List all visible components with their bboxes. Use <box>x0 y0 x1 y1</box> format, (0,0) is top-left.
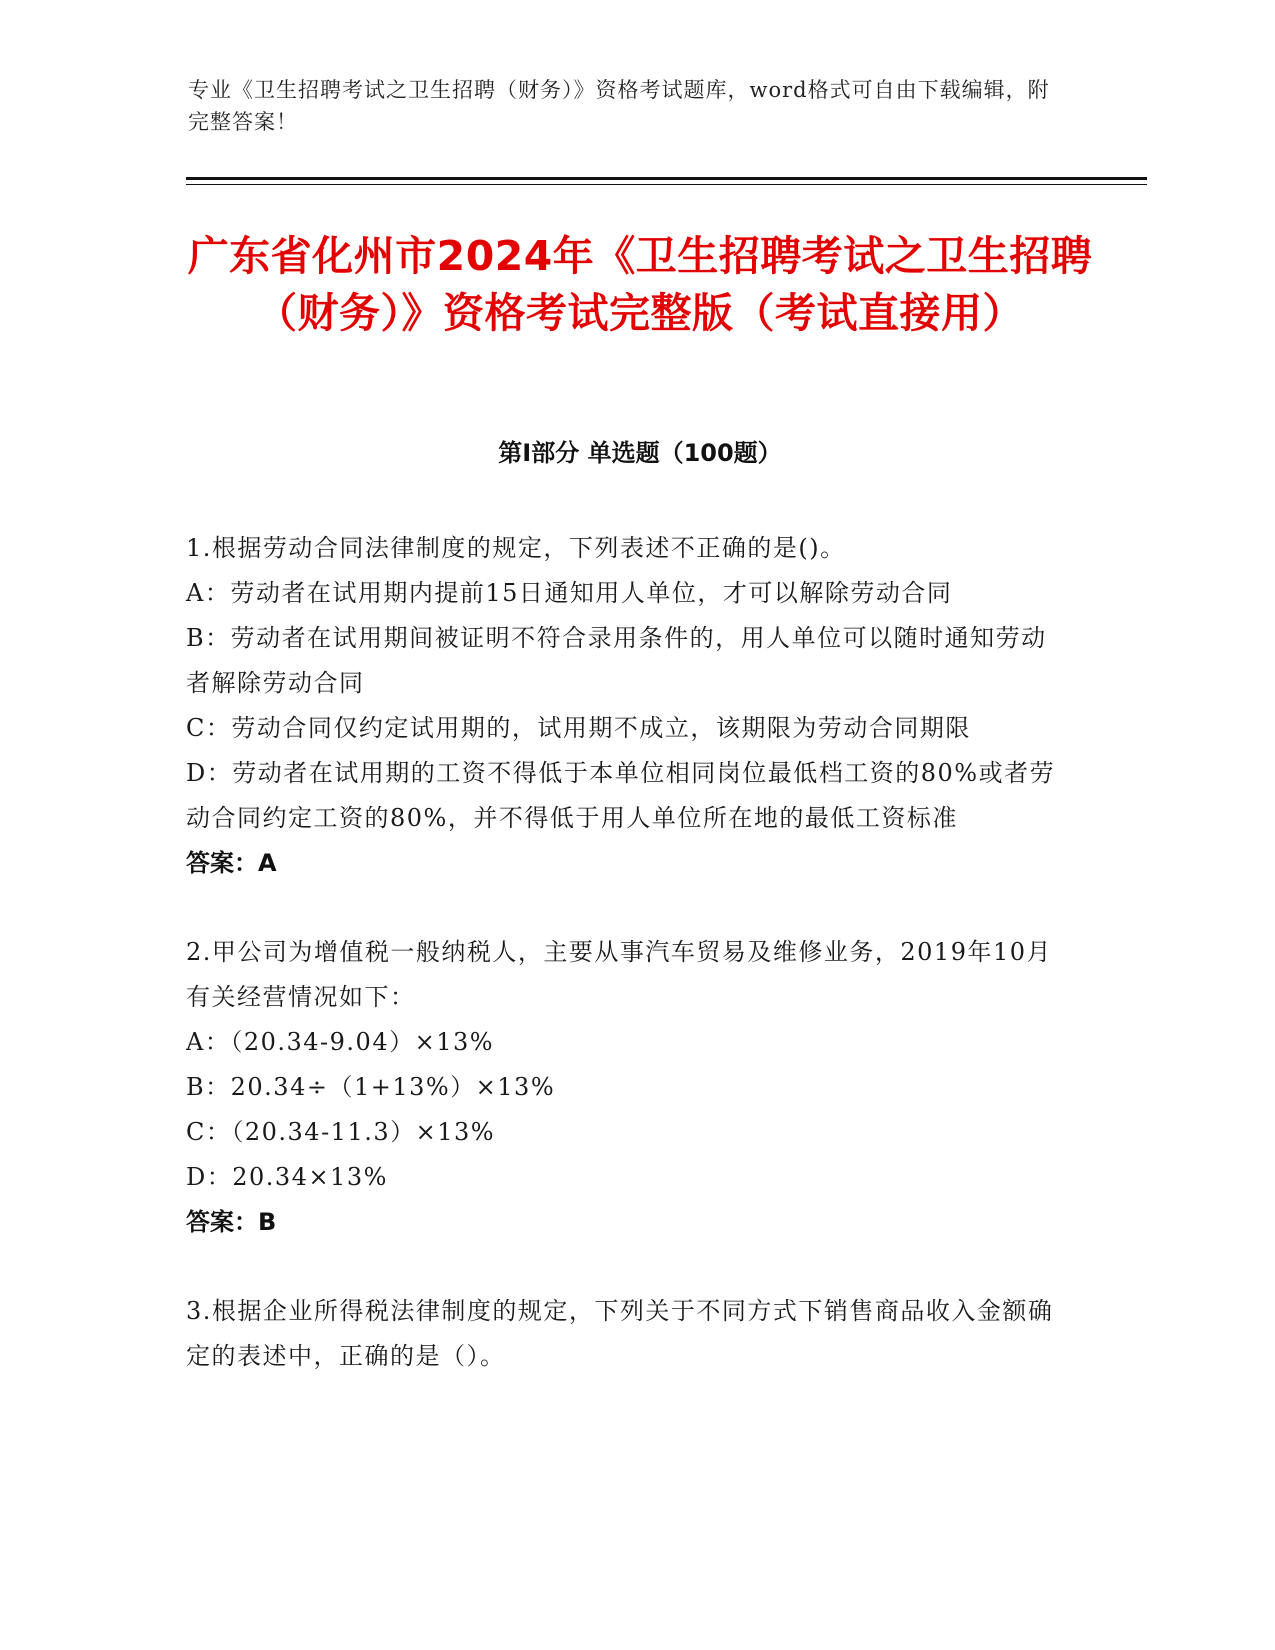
question-list <box>186 526 1066 1423</box>
question-1 <box>186 526 1066 886</box>
option-b: B：劳动者在试用期间被证明不符合录用条件的，用人单位可以随时通知劳动者解除劳动合同 <box>186 624 1047 697</box>
header-note: 专业《卫生招聘考试之卫生招聘（财务）》资格考试题库，word格式可自由下载编辑，附完整答案！ <box>188 78 1050 134</box>
question-3 <box>186 1289 1066 1379</box>
question-stem: 3.根据企业所得税法律制度的规定，下列关于不同方式下销售商品收入金额确定的表述中，正确的是（）。 <box>186 1297 1054 1370</box>
header-rule-thick <box>186 177 1147 180</box>
question-2 <box>186 930 1066 1245</box>
header-rule-thin <box>186 184 1147 185</box>
option-a: A：劳动者在试用期内提前15日通知用人单位，才可以解除劳动合同 <box>186 579 953 607</box>
question-stem: 2.甲公司为增值税一般纳税人，主要从事汽车贸易及维修业务，2019年10月有关经营情况如下： <box>186 938 1053 1011</box>
option-c: C：劳动合同仅约定试用期的，试用期不成立，该期限为劳动合同期限 <box>186 714 971 742</box>
option-d: D：20.34×13% <box>186 1163 388 1191</box>
answer-label: 答案：A <box>186 849 277 877</box>
option-b: B：20.34÷（1+13%）×13% <box>186 1073 556 1101</box>
option-d: D：劳动者在试用期的工资不得低于本单位相同岗位最低档工资的80%或者劳动合同约定工资的80%，并不得低于用人单位所在地的最低工资标准 <box>186 759 1056 832</box>
option-c: C：（20.34-11.3）×13% <box>186 1118 496 1146</box>
answer-label: 答案：B <box>186 1208 277 1236</box>
option-a: A：（20.34-9.04）×13% <box>186 1028 495 1056</box>
question-stem: 1.根据劳动合同法律制度的规定，下列表述不正确的是()。 <box>186 534 846 562</box>
section-heading: 第I部分 单选题（100题） <box>498 439 782 467</box>
document-title: 广东省化州市2024年《卫生招聘考试之卫生招聘（财务）》资格考试完整版（考试直接用） <box>187 232 1093 337</box>
